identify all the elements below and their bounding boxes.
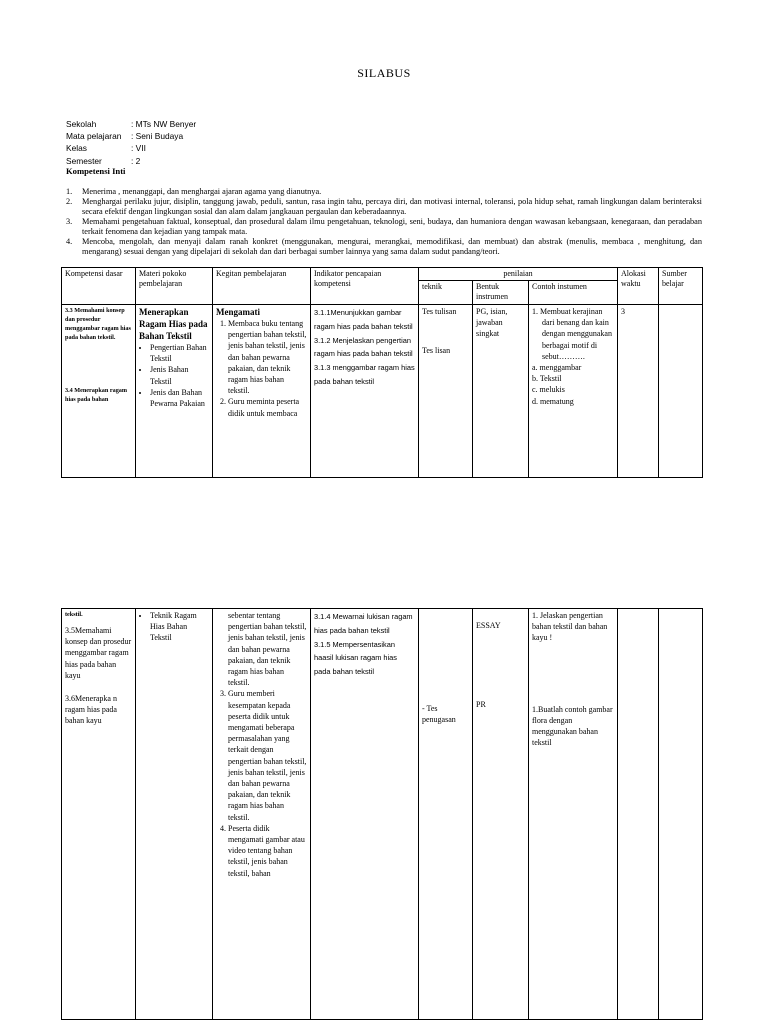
cell-contoh: 1. Jelaskan pengertian bahan tekstil dan bahan kayu ! 1.Buatlah contoh gambar flora dengan menggunakan bahan tekstil (529, 609, 618, 1020)
cell-kegiatan: Mengamati 1. Membaca buku tentang pengertian bahan tekstil, jenis bahan tekstil, jenis dan bahan pewarna pakaian, dan teknik ragam hias bahan tekstil. 2. Guru meminta peserta didik untuk membaca (213, 305, 311, 478)
identity-block (66, 118, 196, 167)
header-alokasi: Alokasi waktu (618, 268, 659, 305)
list-item: • Jenis dan Bahan Pewarna Pakaian (150, 387, 209, 409)
meta-row-school: Sekolah : MTs NW Benyer (66, 119, 197, 129)
cell-contoh: 1. Membuat kerajinan dari benang dan kain dengan menggunakan berbagai motif di sebut………. a. menggambar b. Tekstil c. melukis d. mematung (529, 305, 618, 478)
cell-materi (136, 609, 213, 1020)
cell-alokasi: 3 (618, 305, 659, 478)
meta-row-semester: Semester : 2 (66, 155, 141, 166)
header-indikator: Indikator pencapaian kompetensi (311, 268, 419, 305)
cell-materi: Menerapkan Ragam Hias pada Bahan Tekstil • Pengertian Bahan Tekstil • Jenis Bahan Tekstil • Jenis dan Bahan Pewarna Pakaian (136, 305, 213, 478)
meta-row-class: Kelas : VII (66, 143, 146, 154)
page-title: SILABUS (357, 66, 411, 80)
cell-sumber (659, 305, 703, 478)
core-competency-item: 3. Memahami pengetahuan faktual, konseptual, dan prosedural dalam ilmu pengetahuan, teknologi, seni, budaya, dan humaniora dengan wawasan kebangsaan, kenegaraan, dan peradaban terkait fenomena dan kejadian yang tampak mata. (66, 217, 702, 236)
cell-bentuk: PG, isian, jawaban singkat (473, 305, 529, 478)
syllabus-table-page-2 (61, 608, 703, 1020)
header-bentuk: Bentuk instrumen (473, 281, 529, 305)
list-item: • Teknik Ragam Hias Bahan Tekstil (150, 610, 209, 644)
cell-teknik: Tes tulisan Tes lisan (419, 305, 473, 478)
cell-teknik: - Tes penugasan (419, 609, 473, 1020)
cell-bentuk: ESSAY PR (473, 609, 529, 1020)
header-penilaian: penilaian (419, 268, 618, 281)
cell-kegiatan: sebentar tentang pengertian bahan tekstil, jenis bahan tekstil, jenis dan bahan pewarna pakaian, dan teknik ragam hias bahan tekstil. 3. Guru memberi kesempatan kepada peserta didik untuk mengamati beberapa permasalahan yang terkait dengan pengertian bahan tekstil, jenis bahan tekstil, jenis dan bahan pewarna pakaian, dan teknik ragam hias bahan tekstil. 4. Peserta didik mengamati gambar atau video tentang bahan tekstil, jenis bahan tekstil, bahan (213, 609, 311, 1020)
cell-alokasi (618, 609, 659, 1020)
header-kompetensi-dasar: Kompetensi dasar (62, 268, 136, 305)
core-competency-heading: Kompetensi Inti (66, 166, 126, 176)
header-sumber: Sumber belajar (659, 268, 703, 305)
list-item: 2. Guru meminta peserta didik untuk membaca (228, 396, 307, 418)
list-item: • Jenis Bahan Tekstil (150, 364, 209, 386)
core-competency-item: 1. Menerima , menanggapi, dan menghargai ajaran agama yang dianutnya. (66, 187, 322, 196)
cell-indikator: 3.1.1Menunjukkan gambar ragam hias pada bahan tekstil 3.1.2 Menjelaskan pengertian ragam hias pada bahan tekstil 3.1.3 menggambar ragam hias pada bahan tekstil (311, 305, 419, 478)
list-item: 4. Peserta didik mengamati gambar atau video tentang bahan tekstil, jenis bahan tekstil, bahan (228, 823, 307, 879)
cell-kompetensi-dasar: tekstil. 3.5Memahami konsep dan prosedur menggambar ragam hias pada bahan kayu 3.6Menerapka n ragam hias pada bahan kayu (62, 609, 136, 1020)
list-item: • Pengertian Bahan Tekstil (150, 342, 209, 364)
core-competency-item: 2. Menghargai perilaku jujur, disiplin, tanggung jawab, peduli, santun, rasa ingin tahu, percaya diri, dan motivasi internal, toleransi, pola hidup sehat, ramah lingkungan dalam berinteraksi secara efektif dengan lingkungan sosial dan alam dalam jangkauan pergaulan dan keberadaannya. (66, 197, 702, 216)
list-item: 1. Membaca buku tentang pengertian bahan tekstil, jenis bahan tekstil, jenis dan bahan pewarna pakaian, dan teknik ragam hias bahan tekstil. (228, 318, 307, 396)
header-contoh: Contoh instumen (529, 281, 618, 305)
header-kegiatan: Kegitan pembelajaran (213, 268, 311, 305)
meta-row-subject: Mata pelajaran : Seni Budaya (66, 131, 184, 142)
cell-kompetensi-dasar: 3.3 Memahami konsep dan prosedur menggambar ragam hias pada bahan tekstil. 3.4 Menerapkan ragam hias pada bahan (62, 305, 136, 478)
cell-sumber (659, 609, 703, 1020)
core-competency-list (66, 187, 702, 257)
header-materi: Materi pokoko pembelajaran (136, 268, 213, 305)
syllabus-table-page-1 (61, 267, 703, 478)
header-teknik: teknik (419, 281, 473, 305)
cell-indikator: 3.1.4 Mewarnai lukisan ragam hias pada bahan tekstil 3.1.5 Mempersentasikan haasil lukisan ragam hias pada bahan tekstil (311, 609, 419, 1020)
list-item: 3. Guru memberi kesempatan kepada peserta didik untuk mengamati beberapa permasalahan yang terkait dengan pengertian bahan tekstil, jenis bahan tekstil, jenis dan bahan pewarna pakaian, dan teknik ragam hias bahan tekstil. (228, 688, 307, 822)
core-competency-item: 4. Mencoba, mengolah, dan menyaji dalam ranah konkret (menggunakan, mengurai, merangkai, memodifikasi, dan membuat) dan abstrak (menulis, membaca , menghitung, dan mengarang) sesuai dengan yang dipelajari di sekolah dan dari berbagai sumber lainnya yang sama dalam sudut pandang/teori. (66, 237, 702, 256)
